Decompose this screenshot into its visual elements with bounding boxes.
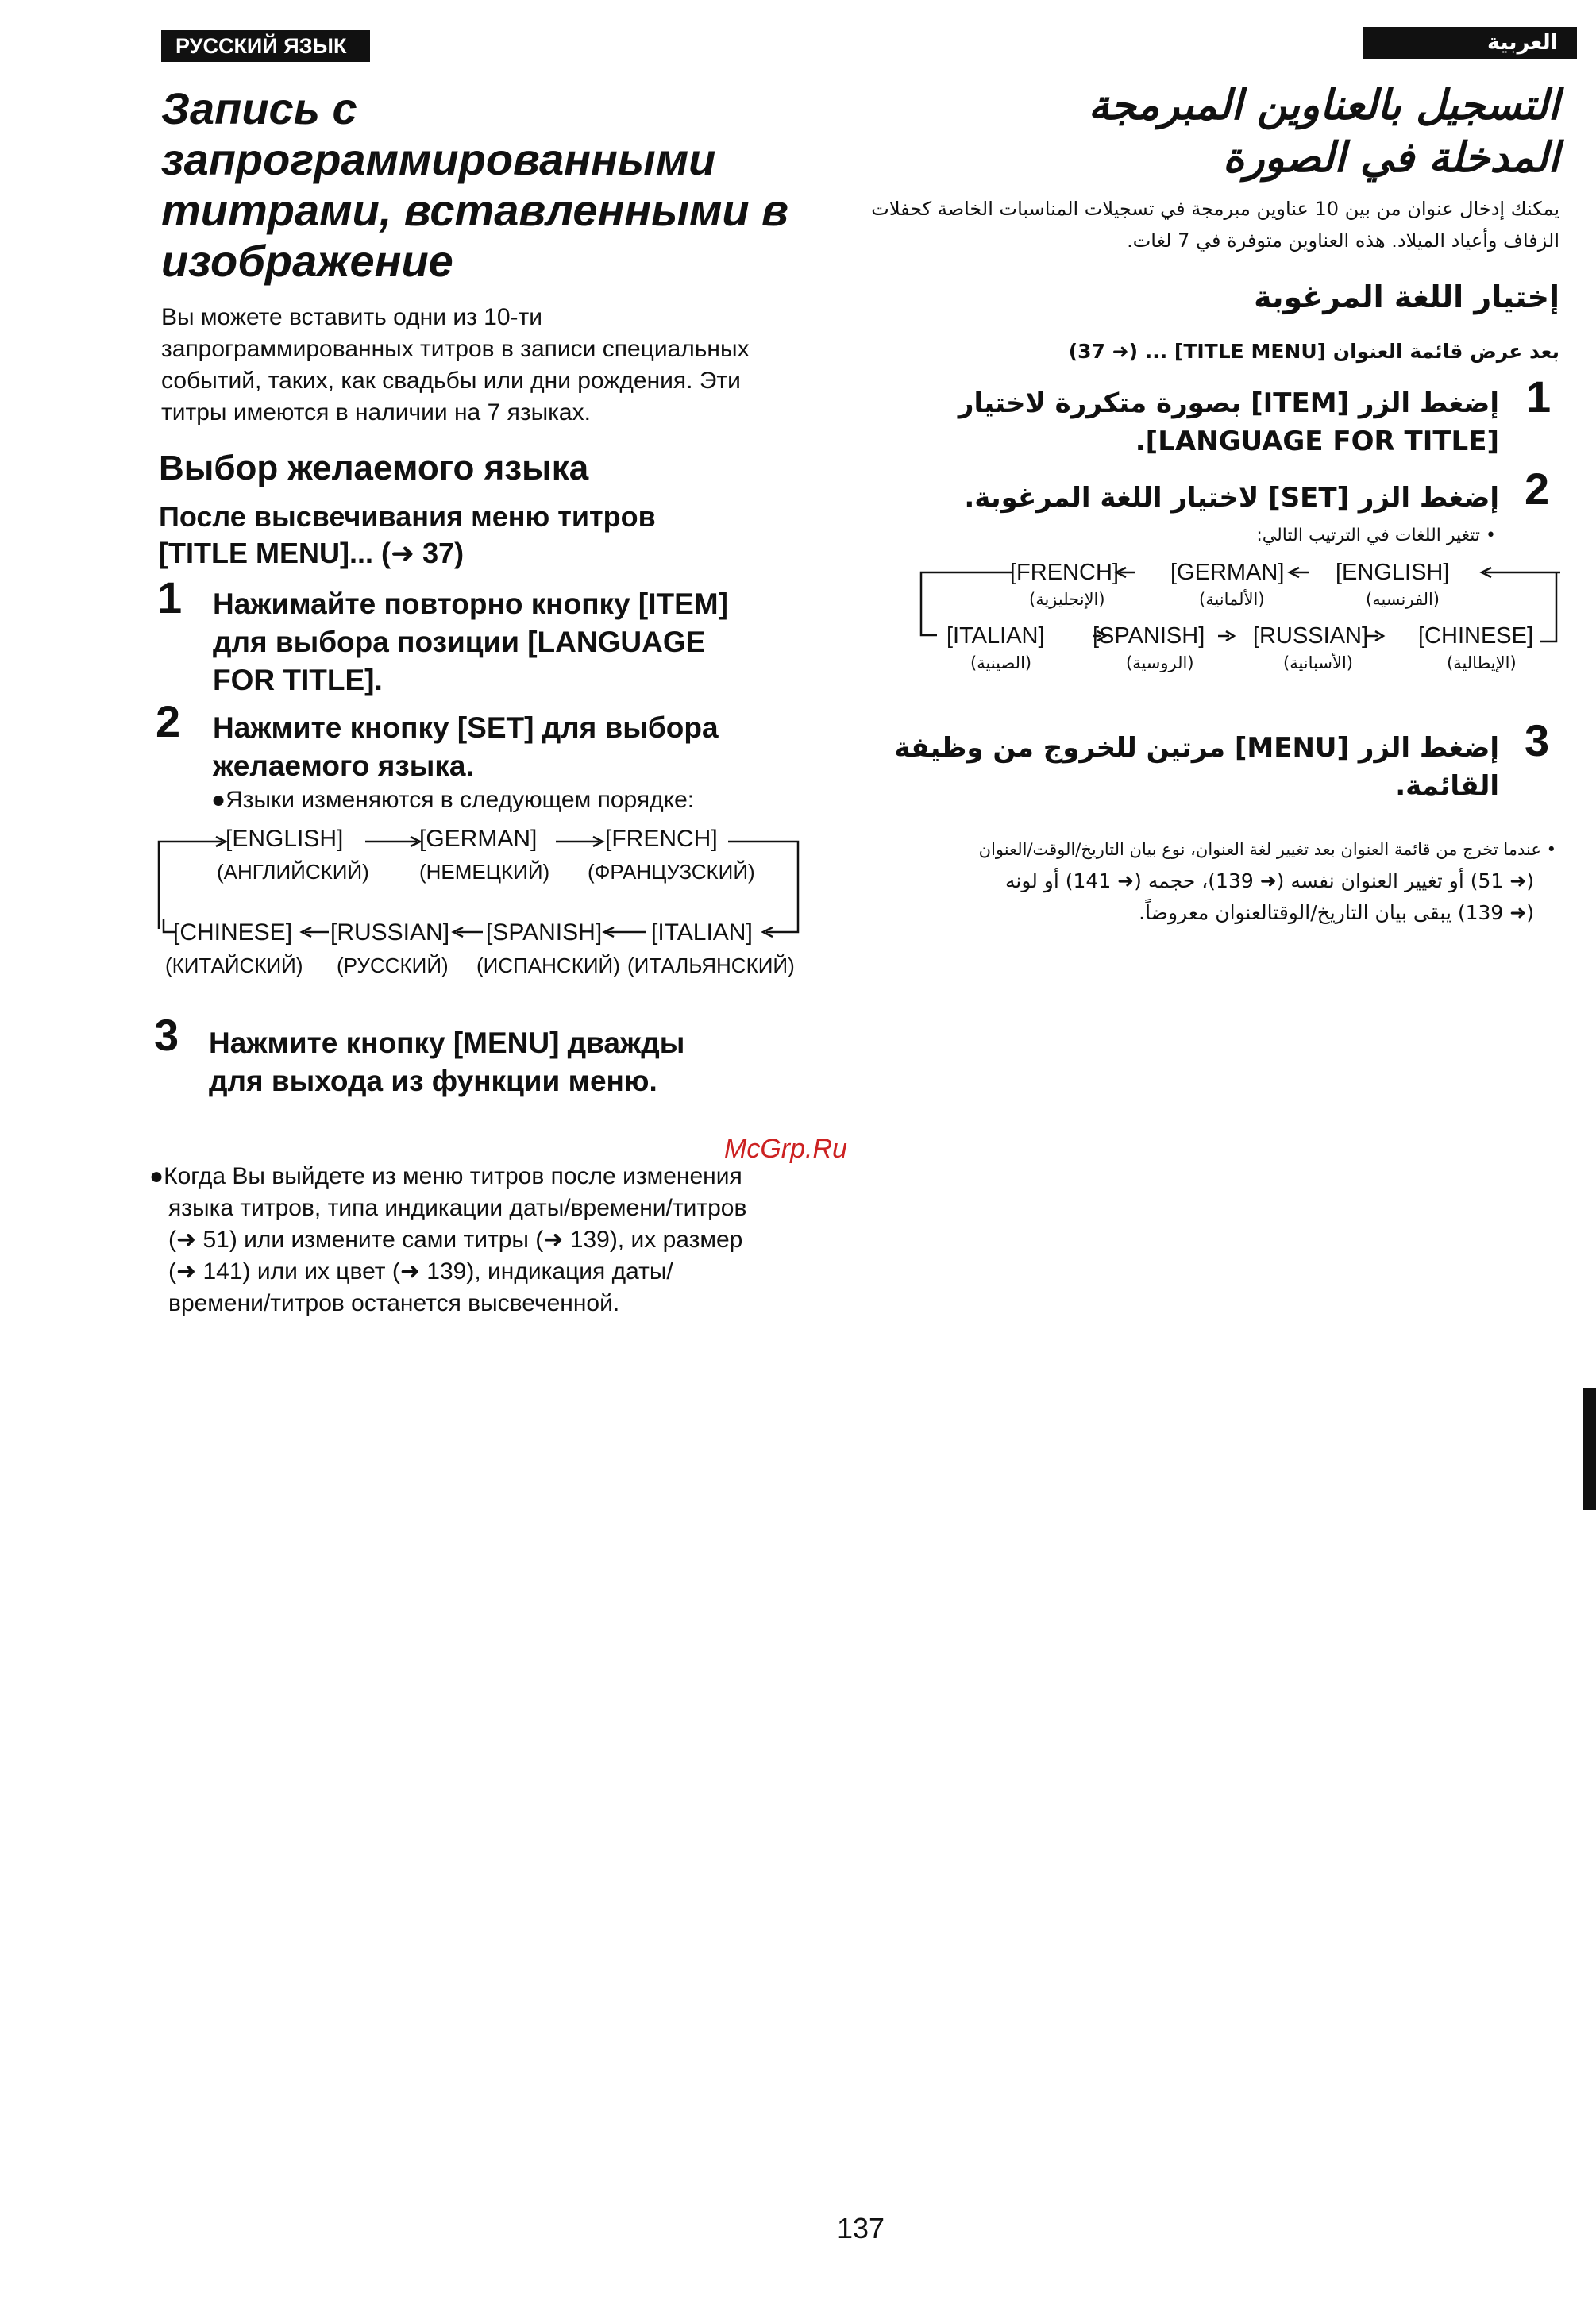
title-line: титрами, вставленными в xyxy=(161,185,788,235)
step-number: 3 xyxy=(154,1010,179,1060)
step-3-text xyxy=(864,729,1499,805)
step-line: إضغط الزر [MENU] مرتين للخروج من وظيفة xyxy=(894,732,1499,764)
step-line: Нажимайте повторно кнопку [ITEM] xyxy=(213,588,728,620)
intro-line: запрограммированных титров в записи специальных xyxy=(161,336,750,362)
diagram-item-translation: (الأسبانية) xyxy=(1283,653,1353,672)
title-line: Запись с xyxy=(161,83,357,133)
diagram-item: [GERMAN] xyxy=(1170,560,1285,585)
step-line: желаемого языка. xyxy=(213,749,474,782)
diagram-item-translation: (الروسية) xyxy=(1126,653,1194,672)
diagram-item-translation: (ИТАЛЬЯНСКИЙ) xyxy=(627,954,795,977)
step-2-text xyxy=(864,479,1499,517)
step-line: Нажмите кнопку [MENU] дважды xyxy=(209,1027,685,1059)
subheading-arabic: بعد عرض قائمة العنوان [TITLE MENU] ... (➜ 37) xyxy=(1068,340,1559,363)
subheading-line: [TITLE MENU]... (➜ 37) xyxy=(159,537,465,569)
diagram-item: [RUSSIAN] xyxy=(1253,623,1369,649)
step-line: FOR TITLE]. xyxy=(213,664,383,696)
diagram-item: [ENGLISH] xyxy=(226,826,344,852)
subheading-line: После высвечивания меню титров xyxy=(159,500,656,533)
diagram-item-translation: (НЕМЕЦКИЙ) xyxy=(419,860,550,884)
diagram-item-translation: (الألمانية) xyxy=(1199,590,1265,609)
diagram-item: [CHINESE] xyxy=(173,919,293,946)
note-line: (➜ 141) или их цвет (➜ 139), индикация даты/ xyxy=(168,1258,673,1285)
intro-line: يمكنك إدخال عنوان من بين 10 عناوين مبرمجة في تسجيلات المناسبات الخاصة كحفلات xyxy=(871,198,1559,220)
diagram-item: [CHINESE] xyxy=(1418,623,1534,649)
diagram-item: [ITALIAN] xyxy=(946,623,1045,649)
step-number: 2 xyxy=(1525,464,1550,514)
step-number: 1 xyxy=(157,572,183,622)
intro-paragraph-russian xyxy=(161,302,812,429)
note-line: ●Когда Вы выйдете из меню титров после изменения xyxy=(149,1163,742,1189)
subheading-russian xyxy=(159,499,794,572)
diagram-item: [FRENCH] xyxy=(1010,560,1119,585)
diagram-item: [SPANISH] xyxy=(486,919,603,946)
step-3-text xyxy=(209,1024,812,1100)
tab-label: العربية xyxy=(1487,30,1558,55)
section-heading-arabic: إختيار اللغة المرغوبة xyxy=(1254,279,1559,314)
step-2-note: • تتغير اللغات في الترتيب التالي: xyxy=(1256,526,1496,545)
note-paragraph-arabic xyxy=(842,834,1556,929)
step-2-text xyxy=(213,709,816,785)
diagram-item-translation: (الإنجليزية) xyxy=(1029,590,1105,609)
note-line: языка титров, типа индикации даты/времени/титров xyxy=(168,1195,747,1221)
diagram-item: [ITALIAN] xyxy=(651,919,753,946)
step-line: Нажмите кнопку [SET] для выбора xyxy=(213,711,719,744)
title-line: изображение xyxy=(161,236,453,286)
title-line: المدخلة في الصورة xyxy=(1223,134,1559,182)
title-line: التسجيل بالعناوين المبرمجة xyxy=(1088,82,1559,129)
step-line: القائمة. xyxy=(1395,770,1499,802)
diagram-item: [RUSSIAN] xyxy=(330,919,450,946)
section-tab-russian xyxy=(161,30,370,62)
step-number: 3 xyxy=(1525,715,1550,765)
intro-paragraph-arabic xyxy=(845,193,1559,256)
diagram-item-translation: (ИСПАНСКИЙ) xyxy=(476,954,620,977)
diagram-item: [ENGLISH] xyxy=(1336,560,1450,585)
step-number: 2 xyxy=(156,696,181,746)
step-2-note: ●Языки изменяются в следующем порядке: xyxy=(211,787,695,813)
tab-label: РУССКИЙ ЯЗЫК xyxy=(175,34,347,58)
note-line: (➜ 51) أو تغيير العنوان نفسه (➜ 139)، حجمه (➜ 141) أو لونه xyxy=(1004,869,1534,892)
intro-line: Вы можете вставить одни из 10-ти xyxy=(161,304,543,330)
intro-line: الزفاف وأعياد الميلاد. هذه العناوين متوفرة في 7 لغات. xyxy=(1127,229,1559,252)
page-title-arabic xyxy=(845,79,1559,184)
step-1-text xyxy=(213,585,816,699)
step-1-text xyxy=(864,384,1499,460)
note-line: (➜ 139) يبقى بيان التاريخ/الوقتالعنوان معروضاً. xyxy=(1139,901,1534,924)
note-line: (➜ 51) или измените сами титры (➜ 139), их размер xyxy=(168,1227,743,1253)
diagram-item-translation: (الصينية) xyxy=(970,653,1032,672)
section-heading-russian: Выбор желаемого языка xyxy=(159,449,589,487)
diagram-item-translation: (КИТАЙСКИЙ) xyxy=(165,954,303,977)
step-line: [LANGUAGE FOR TITLE]. xyxy=(1135,426,1499,457)
step-line: إضغط الزر [SET] لاختيار اللغة المرغوبة. xyxy=(964,482,1499,514)
page-number: 137 xyxy=(837,2212,885,2244)
step-line: для выбора позиции [LANGUAGE xyxy=(213,626,706,658)
diagram-item: [GERMAN] xyxy=(419,826,538,852)
intro-line: событий, таких, как свадьбы или дни рождения. Эти xyxy=(161,368,741,394)
page-title-russian xyxy=(161,83,812,287)
diagram-item-translation: (РУССКИЙ) xyxy=(337,954,449,977)
diagram-item: [SPANISH] xyxy=(1093,623,1205,649)
note-line: времени/титров останется высвеченной. xyxy=(168,1290,620,1316)
diagram-item-translation: (الفرنسيه) xyxy=(1366,590,1440,609)
watermark: McGrp.Ru xyxy=(724,1134,847,1164)
section-tab-arabic xyxy=(1363,27,1577,59)
note-paragraph-russian xyxy=(149,1161,816,1320)
diagram-item-translation: (АНГЛИЙСКИЙ) xyxy=(217,860,369,884)
diagram-item: [FRENCH] xyxy=(605,826,718,852)
step-number: 1 xyxy=(1526,372,1552,422)
step-line: для выхода из функции меню. xyxy=(209,1065,657,1097)
note-line: • عندما تخرج من قائمة العنوان بعد تغيير لغة العنوان، نوع بيان التاريخ/الوقت/العنوان xyxy=(978,840,1556,859)
diagram-item-translation: (الإيطالية) xyxy=(1447,653,1517,672)
step-line: إضغط الزر [ITEM] بصورة متكررة لاختيار xyxy=(958,387,1499,419)
diagram-item-translation: (ФРАНЦУЗСКИЙ) xyxy=(588,860,755,884)
page-edge-marker xyxy=(1583,1388,1596,1510)
title-line: запрограммированными xyxy=(161,134,716,184)
intro-line: титры имеются в наличии на 7 языках. xyxy=(161,399,591,426)
